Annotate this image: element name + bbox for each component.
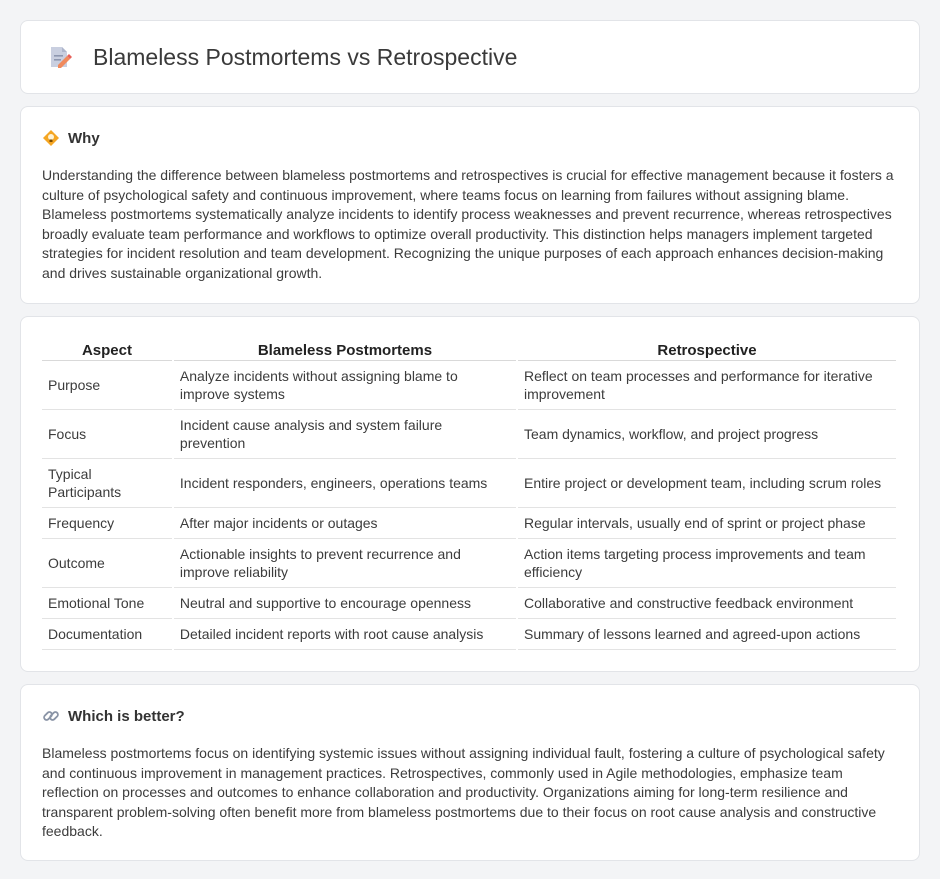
table-cell: Regular intervals, usually end of sprint or project phase: [518, 508, 896, 539]
why-section: [20, 106, 920, 304]
table-row: [42, 410, 896, 459]
table-cell: Documentation: [42, 619, 172, 650]
table-header-row: [42, 338, 896, 361]
why-text: Understanding the difference between blameless postmortems and retrospectives is crucial for effective management because it fosters a culture of psychological safety and continuous improvement, where teams focus on learning from failures without assigning blame. Blameless postmortems systematically analyze incidents to identify process weaknesses and prevent recurrence, whereas retrospectives broadly evaluate team performance and workflows to optimize overall productivity. This distinction helps managers implement targeted strategies for incident resolution and team development. Recognizing the unique purposes of each approach enhances decision-making and drives sustainable organizational growth.: [42, 167, 894, 281]
table-cell: Incident cause analysis and system failure prevention: [174, 410, 516, 459]
table-cell: Detailed incident reports with root cause analysis: [174, 619, 516, 650]
column-header: Blameless Postmortems: [174, 338, 516, 361]
lightbulb-diamond-icon: [42, 129, 60, 147]
table-cell: Outcome: [42, 539, 172, 588]
table-cell: Action items targeting process improvements and team efficiency: [518, 539, 896, 588]
why-heading: Why: [68, 129, 100, 147]
title-card: [20, 20, 920, 94]
comparison-table-card: [20, 316, 920, 672]
table-cell: Team dynamics, workflow, and project progress: [518, 410, 896, 459]
table-cell: Neutral and supportive to encourage openness: [174, 588, 516, 619]
table-row: [42, 588, 896, 619]
page-title: Blameless Postmortems vs Retrospective: [93, 43, 518, 70]
table-cell: Emotional Tone: [42, 588, 172, 619]
which-is-better-heading: Which is better?: [68, 707, 185, 725]
comparison-table: [40, 338, 898, 650]
table-cell: Frequency: [42, 508, 172, 539]
table-row: [42, 361, 896, 410]
which-is-better-text: Blameless postmortems focus on identifying systemic issues without assigning individual fault, fostering a culture of psychological safety and continuous improvement in management practices. Retrospectives, commonly used in Agile methodologies, emphasize team reflection on processes and outcomes to enhance collaboration and productivity. Organizations aiming for long-term resilience and transparent problem-solving often benefit more from blameless postmortems due to their focus on root cause analysis and constructive feedback.: [42, 745, 885, 839]
document-edit-icon: [45, 43, 73, 71]
column-header: Aspect: [42, 338, 172, 361]
column-header: Retrospective: [518, 338, 896, 361]
table-cell: Entire project or development team, including scrum roles: [518, 459, 896, 508]
table-cell: Actionable insights to prevent recurrence and improve reliability: [174, 539, 516, 588]
table-cell: Typical Participants: [42, 459, 172, 508]
table-cell: Collaborative and constructive feedback environment: [518, 588, 896, 619]
table-cell: Incident responders, engineers, operations teams: [174, 459, 516, 508]
table-cell: Focus: [42, 410, 172, 459]
table-cell: Analyze incidents without assigning blame to improve systems: [174, 361, 516, 410]
table-cell: After major incidents or outages: [174, 508, 516, 539]
table-row: [42, 619, 896, 650]
link-icon: [42, 707, 60, 725]
table-cell: Purpose: [42, 361, 172, 410]
which-is-better-section: [20, 684, 920, 861]
table-row: [42, 459, 896, 508]
table-row: [42, 539, 896, 588]
table-row: [42, 508, 896, 539]
table-cell: Summary of lessons learned and agreed-upon actions: [518, 619, 896, 650]
table-cell: Reflect on team processes and performance for iterative improvement: [518, 361, 896, 410]
